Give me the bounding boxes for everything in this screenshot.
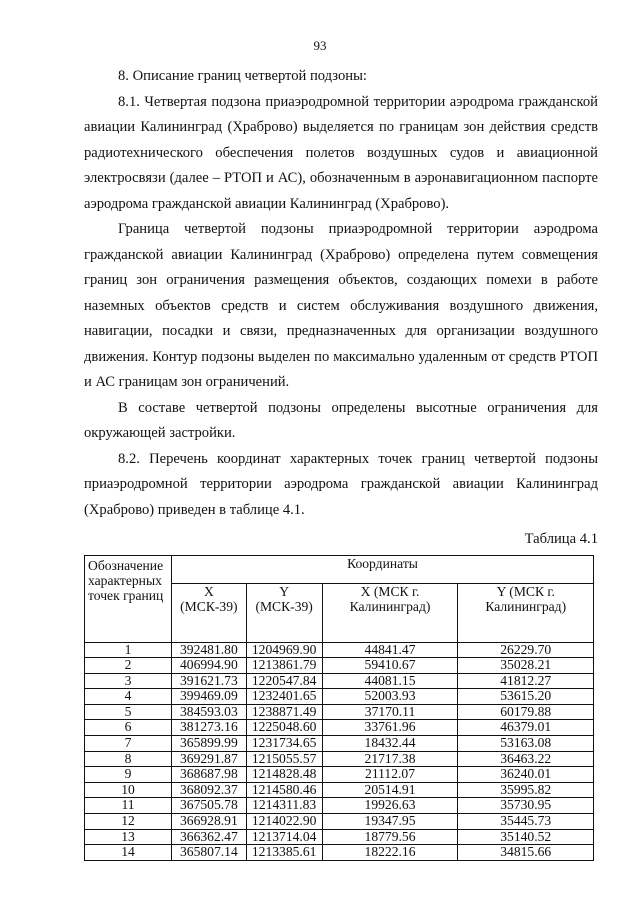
x-msk39-cell: 391621.73	[172, 673, 247, 689]
x-msk39-cell: 399469.09	[172, 689, 247, 705]
point-id-cell: 11	[85, 798, 172, 814]
point-id-cell: 13	[85, 829, 172, 845]
table-row	[85, 704, 594, 720]
x-kaliningrad-cell: 20514.91	[322, 782, 458, 798]
header-x-msk-kaliningrad: X (МСК г. Калининград)	[322, 583, 458, 642]
x-kaliningrad-cell: 18432.44	[322, 736, 458, 752]
table-row	[85, 751, 594, 767]
x-msk39-cell: 365807.14	[172, 845, 247, 861]
x-kaliningrad-cell: 33761.96	[322, 720, 458, 736]
x-msk39-cell: 367505.78	[172, 798, 247, 814]
header-x-msk39: X (МСК-39)	[172, 583, 247, 642]
table-row	[85, 642, 594, 658]
x-kaliningrad-cell: 44841.47	[322, 642, 458, 658]
x-kaliningrad-cell: 59410.67	[322, 658, 458, 674]
y-msk39-cell: 1213714.04	[246, 829, 322, 845]
table-row	[85, 767, 594, 783]
x-msk39-cell: 368092.37	[172, 782, 247, 798]
paragraph-boundary: Граница четвертой подзоны приаэродромной территории аэродрома гражданской авиации Калининград (Храброво) определена путем совмещения границ зон ограничения размещения объектов, создающих помехи в работе наземных объектов средств и систем обслуживания воздушного движения, навигации, посадки и связи, предназначенных для организации воздушного движения. Контур подзоны выделен по максимально удаленным от средств РТОП и АС границам зон ограничений.	[84, 221, 598, 390]
header-y-msk-kaliningrad: Y (МСК г. Калининград)	[458, 583, 594, 642]
table-row	[85, 689, 594, 705]
x-msk39-cell: 406994.90	[172, 658, 247, 674]
header-y-msk39: Y (МСК-39)	[246, 583, 322, 642]
point-id-cell: 8	[85, 751, 172, 767]
x-msk39-cell: 381273.16	[172, 720, 247, 736]
y-msk39-cell: 1214022.90	[246, 814, 322, 830]
x-msk39-cell: 384593.03	[172, 704, 247, 720]
point-id-cell: 4	[85, 689, 172, 705]
table-row	[85, 798, 594, 814]
y-kaliningrad-cell: 36240.01	[458, 767, 594, 783]
point-id-cell: 10	[85, 782, 172, 798]
y-msk39-cell: 1232401.65	[246, 689, 322, 705]
y-msk39-cell: 1231734.65	[246, 736, 322, 752]
x-kaliningrad-cell: 18222.16	[322, 845, 458, 861]
point-id-cell: 3	[85, 673, 172, 689]
x-msk39-cell: 368687.98	[172, 767, 247, 783]
x-kaliningrad-cell: 37170.11	[322, 704, 458, 720]
y-msk39-cell: 1238871.49	[246, 704, 322, 720]
y-kaliningrad-cell: 60179.88	[458, 704, 594, 720]
paragraph-8-1: 8.1. Четвертая подзона приаэродромной территории аэродрома гражданской авиации Калининград (Храброво) выделяется по границам зон действия средств радиотехнического обеспечения полетов воздушных судов и авиационной электросвязи (далее – РТОП и АС), обозначенным в аэронавигационном паспорте аэродрома гражданской авиации Калининград (Храброво).	[84, 93, 598, 212]
y-kaliningrad-cell: 26229.70	[458, 642, 594, 658]
page-content	[84, 64, 598, 861]
y-kaliningrad-cell: 53615.20	[458, 689, 594, 705]
table-row	[85, 658, 594, 674]
point-id-cell: 5	[85, 704, 172, 720]
point-id-cell: 6	[85, 720, 172, 736]
point-id-cell: 9	[85, 767, 172, 783]
x-kaliningrad-cell: 52003.93	[322, 689, 458, 705]
x-kaliningrad-cell: 21112.07	[322, 767, 458, 783]
y-msk39-cell: 1204969.90	[246, 642, 322, 658]
header-point-name: Обозначение характерных точек границ	[85, 555, 172, 642]
y-kaliningrad-cell: 35995.82	[458, 782, 594, 798]
table-body	[85, 642, 594, 860]
point-id-cell: 14	[85, 845, 172, 861]
table-row	[85, 736, 594, 752]
table-row	[85, 845, 594, 861]
y-msk39-cell: 1214828.48	[246, 767, 322, 783]
y-kaliningrad-cell: 46379.01	[458, 720, 594, 736]
y-kaliningrad-cell: 41812.27	[458, 673, 594, 689]
x-msk39-cell: 366362.47	[172, 829, 247, 845]
x-kaliningrad-cell: 19926.63	[322, 798, 458, 814]
x-kaliningrad-cell: 21717.38	[322, 751, 458, 767]
table-row	[85, 782, 594, 798]
point-id-cell: 1	[85, 642, 172, 658]
y-msk39-cell: 1214311.83	[246, 798, 322, 814]
y-msk39-cell: 1220547.84	[246, 673, 322, 689]
x-msk39-cell: 392481.80	[172, 642, 247, 658]
y-msk39-cell: 1214580.46	[246, 782, 322, 798]
y-kaliningrad-cell: 36463.22	[458, 751, 594, 767]
header-coordinates: Координаты	[172, 555, 594, 583]
section-heading: 8. Описание границ четвертой подзоны:	[118, 68, 367, 84]
point-id-cell: 2	[85, 658, 172, 674]
x-msk39-cell: 366928.91	[172, 814, 247, 830]
y-kaliningrad-cell: 34815.66	[458, 845, 594, 861]
table-row	[85, 829, 594, 845]
y-kaliningrad-cell: 35445.73	[458, 814, 594, 830]
y-kaliningrad-cell: 35028.21	[458, 658, 594, 674]
coordinates-table	[84, 555, 594, 861]
page-number: 93	[313, 38, 327, 53]
x-kaliningrad-cell: 18779.56	[322, 829, 458, 845]
x-kaliningrad-cell: 19347.95	[322, 814, 458, 830]
table-row	[85, 720, 594, 736]
y-msk39-cell: 1225048.60	[246, 720, 322, 736]
x-msk39-cell: 365899.99	[172, 736, 247, 752]
point-id-cell: 7	[85, 736, 172, 752]
y-kaliningrad-cell: 35730.95	[458, 798, 594, 814]
y-kaliningrad-cell: 53163.08	[458, 736, 594, 752]
table-header-row	[85, 555, 594, 583]
y-msk39-cell: 1213385.61	[246, 845, 322, 861]
table-row	[85, 673, 594, 689]
y-kaliningrad-cell: 35140.52	[458, 829, 594, 845]
y-msk39-cell: 1213861.79	[246, 658, 322, 674]
x-msk39-cell: 369291.87	[172, 751, 247, 767]
table-caption: Таблица 4.1	[524, 531, 598, 547]
table-row	[85, 814, 594, 830]
point-id-cell: 12	[85, 814, 172, 830]
paragraph-height-limits: В составе четвертой подзоны определены высотные ограничения для окружающей застройки.	[84, 399, 598, 441]
y-msk39-cell: 1215055.57	[246, 751, 322, 767]
x-kaliningrad-cell: 44081.15	[322, 673, 458, 689]
paragraph-8-2: 8.2. Перечень координат характерных точек границ четвертой подзоны приаэродромной территории аэродрома гражданской авиации Калининград (Храброво) приведен в таблице 4.1.	[84, 450, 598, 518]
